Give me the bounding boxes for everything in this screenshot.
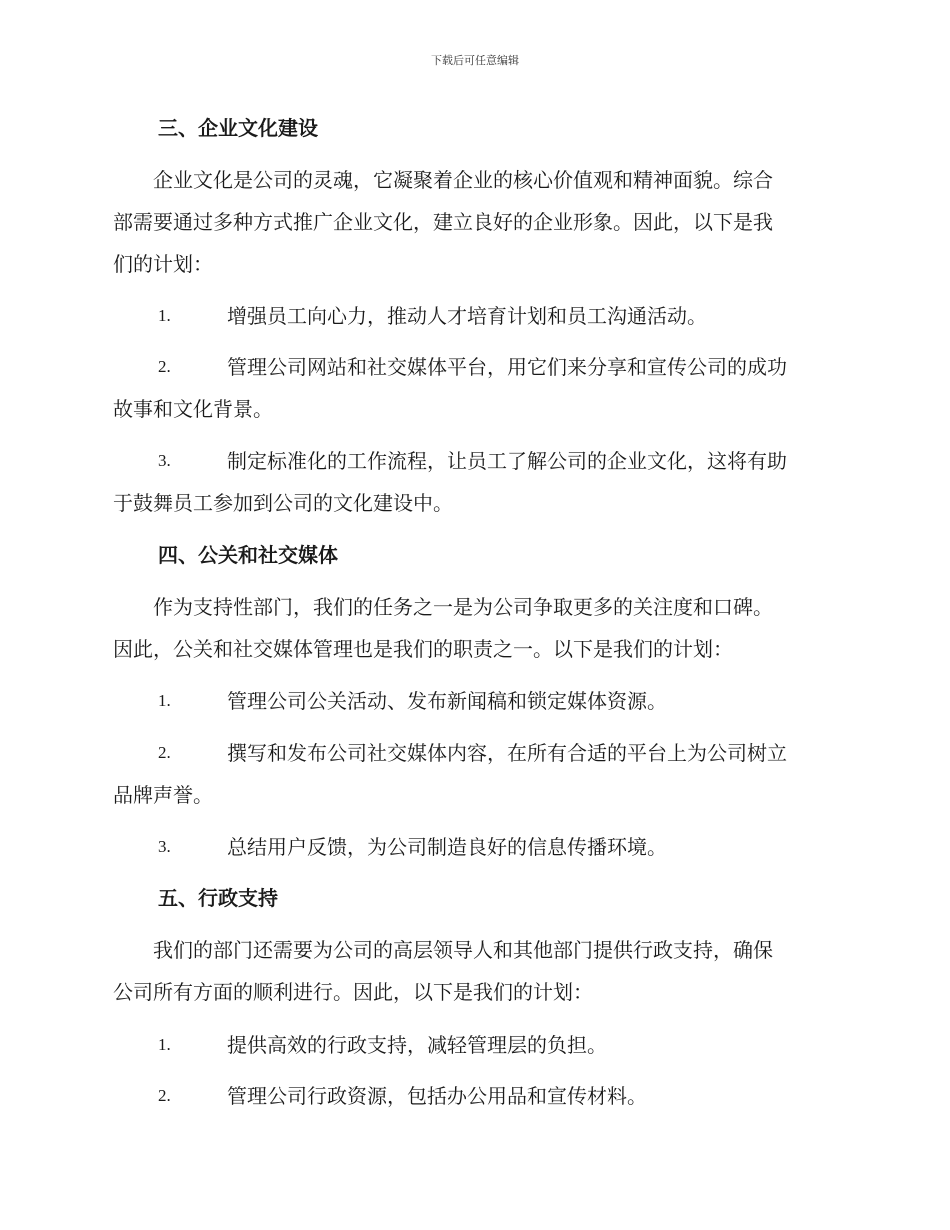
section-paragraph — [113, 586, 833, 670]
paragraph-line: 们的计划： — [113, 252, 213, 276]
list-number: 2. — [158, 1086, 171, 1105]
list-number: 2. — [158, 357, 171, 376]
list-item — [113, 440, 833, 524]
list-item-line: 故事和文化背景。 — [113, 397, 273, 421]
paragraph-line: 企业文化是公司的灵魂，它凝聚着企业的核心价值观和精神面貌。综合 — [113, 168, 773, 192]
section-heading: 四、公关和社交媒体 — [158, 543, 338, 567]
page-header: 下载后可任意编辑 — [431, 54, 519, 67]
list-item — [113, 1024, 833, 1066]
paragraph-line: 公司所有方面的顺利进行。因此，以下是我们的计划： — [113, 980, 593, 1004]
list-item-line: 于鼓舞员工参加到公司的文化建设中。 — [113, 491, 453, 515]
list-item — [113, 732, 833, 816]
paragraph-line: 因此，公关和社交媒体管理也是我们的职责之一。以下是我们的计划： — [113, 637, 733, 661]
list-item-line: 管理公司行政资源，包括办公用品和宣传材料。 — [227, 1084, 647, 1108]
list-number: 1. — [158, 1035, 171, 1054]
list-item-line: 管理公司网站和社交媒体平台，用它们来分享和宣传公司的成功 — [227, 355, 787, 379]
list-item — [113, 295, 833, 337]
section-paragraph — [113, 159, 833, 285]
paragraph-line: 作为支持性部门，我们的任务之一是为公司争取更多的关注度和口碑。 — [113, 595, 773, 619]
list-item-line: 撰写和发布公司社交媒体内容，在所有合适的平台上为公司树立 — [227, 741, 787, 765]
section-paragraph — [113, 929, 833, 1013]
list-number: 2. — [158, 743, 171, 762]
list-item-line: 总结用户反馈，为公司制造良好的信息传播环境。 — [227, 835, 667, 859]
list-item — [113, 346, 833, 430]
list-item-line: 品牌声誉。 — [113, 783, 213, 807]
list-item — [113, 826, 833, 868]
list-item-line: 管理公司公关活动、发布新闻稿和锁定媒体资源。 — [227, 689, 667, 713]
list-item — [113, 1075, 833, 1117]
section-heading: 三、企业文化建设 — [158, 116, 318, 140]
list-number: 3. — [158, 451, 171, 470]
list-item-line: 增强员工向心力，推动人才培育计划和员工沟通活动。 — [227, 304, 707, 328]
section-heading: 五、行政支持 — [158, 886, 278, 910]
paragraph-line: 我们的部门还需要为公司的高层领导人和其他部门提供行政支持，确保 — [113, 938, 773, 962]
paragraph-line: 部需要通过多种方式推广企业文化，建立良好的企业形象。因此，以下是我 — [113, 210, 773, 234]
list-item-line: 制定标准化的工作流程，让员工了解公司的企业文化，这将有助 — [227, 449, 787, 473]
list-number: 1. — [158, 691, 171, 710]
list-item — [113, 680, 833, 722]
list-number: 1. — [158, 306, 171, 325]
list-number: 3. — [158, 837, 171, 856]
list-item-line: 提供高效的行政支持，减轻管理层的负担。 — [227, 1033, 607, 1057]
